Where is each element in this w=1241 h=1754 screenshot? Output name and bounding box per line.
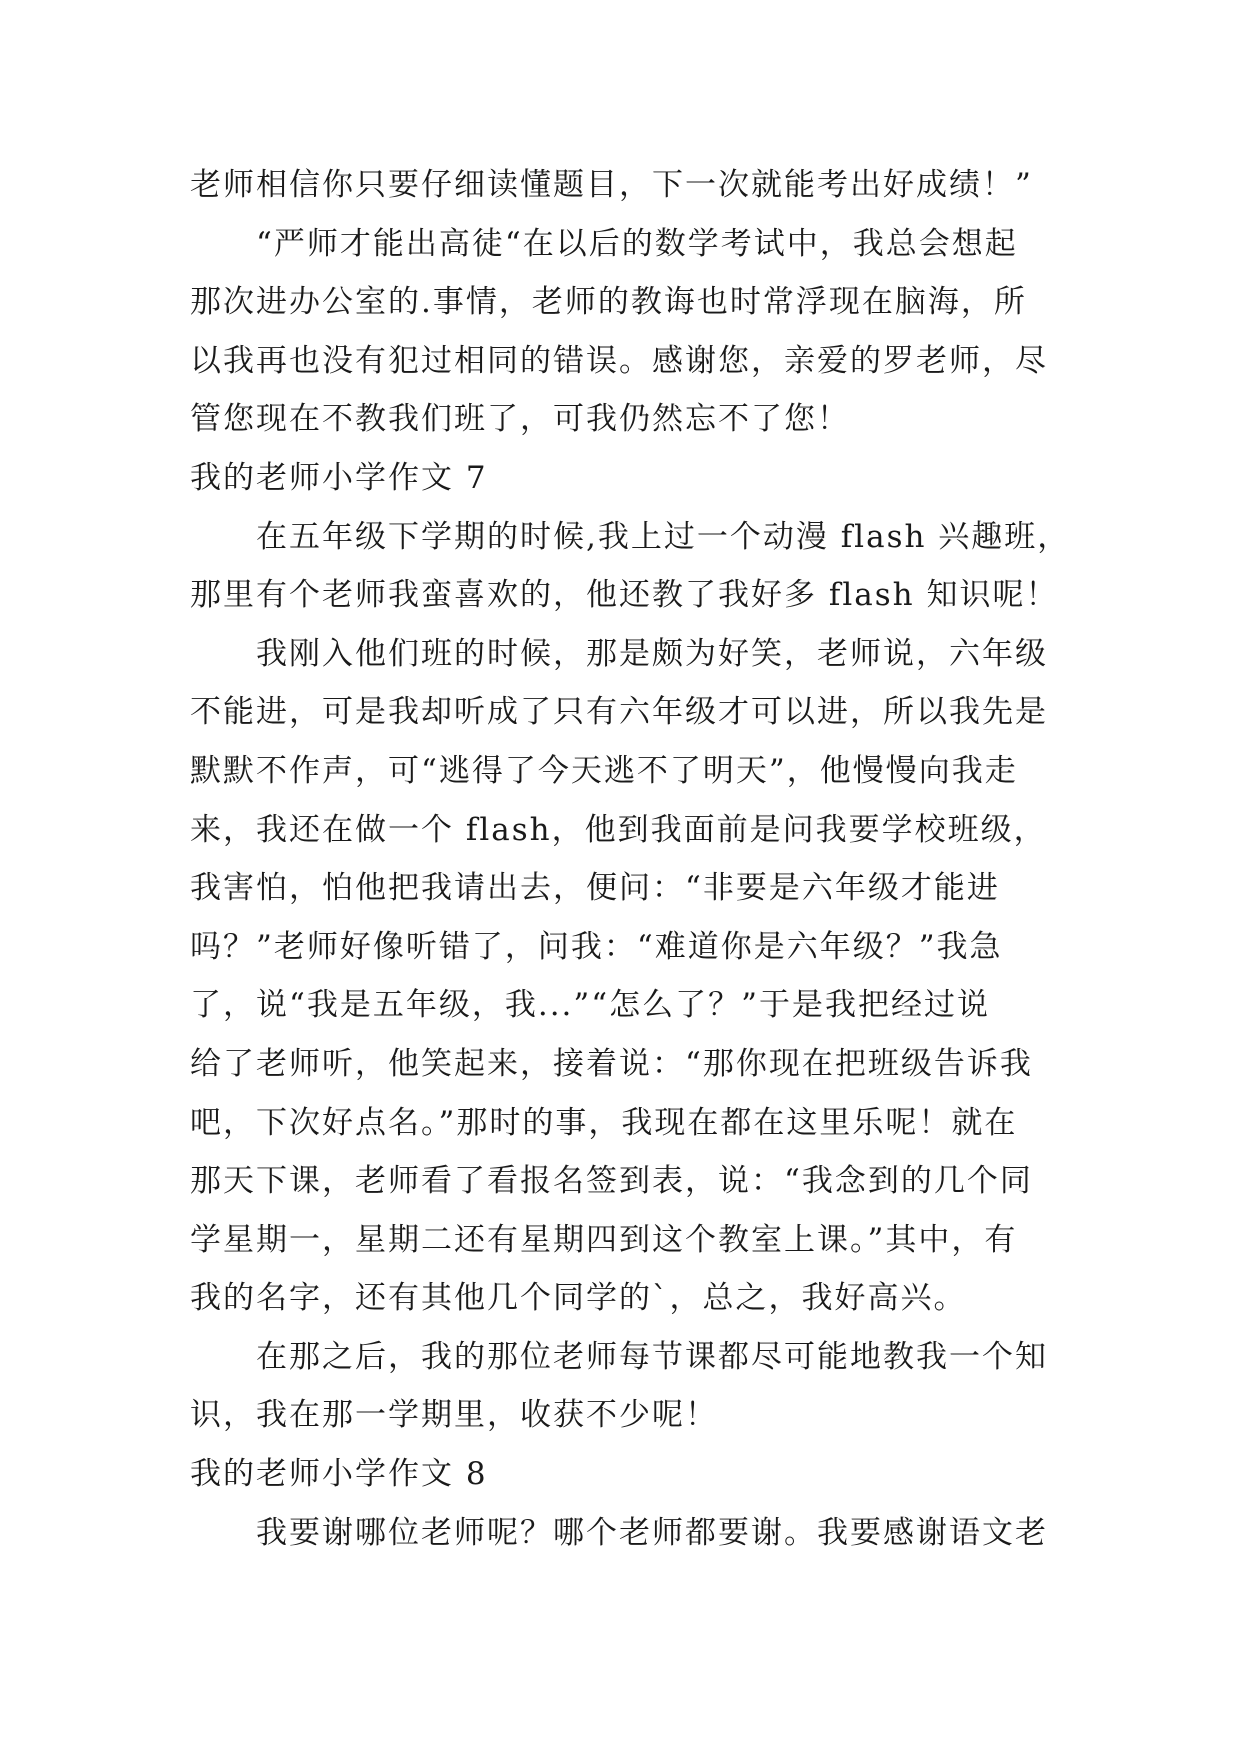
text-line: 我刚入他们班的时候，那是颇为好笑，老师说，六年级 [256, 635, 1048, 672]
section-heading: 我的老师小学作文 7 [190, 459, 488, 496]
text-line: 那次进办公室的.事情，老师的教诲也时常浮现在脑海，所 [190, 284, 1027, 321]
text-line: 我要谢哪位老师呢？哪个老师都要谢。我要感谢语文老 [256, 1514, 1048, 1551]
section-heading: 我的老师小学作文 8 [190, 1456, 488, 1493]
text-line: 那里有个老师我蛮喜欢的，他还教了我好多 flash 知识呢！ [190, 577, 1059, 614]
text-line: 老师相信你只要仔细读懂题目，下一次就能考出好成绩！” [190, 167, 1033, 203]
text-line: 默默不作声，可“逃得了今天逃不了明天”，他慢慢向我走 [190, 752, 1018, 789]
text-line: 我害怕，怕他把我请出去，便问：“非要是六年级才能进 [190, 870, 1000, 907]
text-line: 在那之后，我的那位老师每节课都尽可能地教我一个知 [256, 1338, 1048, 1375]
document-body [190, 156, 1071, 1562]
text-line: 那天下课，老师看了看报名签到表，说：“我念到的几个同 [190, 1163, 1033, 1200]
text-line: 以我再也没有犯过相同的错误。感谢您，亲爱的罗老师，尽 [190, 342, 1048, 379]
text-line: 在五年级下学期的时候,我上过一个动漫 flash 兴趣班， [256, 518, 1071, 555]
text-line: 来，我还在做一个 flash，他到我面前是问我要学校班级， [190, 811, 1047, 848]
text-line: 吗？”老师好像听错了，问我：“难道你是六年级？”我急 [190, 928, 1003, 965]
text-line: 识，我在那一学期里，收获不少呢！ [190, 1397, 718, 1434]
text-line: 学星期一，星期二还有星期四到这个教室上课。”其中，有 [190, 1221, 1018, 1258]
text-line: 不能进，可是我却听成了只有六年级才可以进，所以我先是 [190, 694, 1048, 731]
text-line: 给了老师听，他笑起来，接着说：“那你现在把班级告诉我 [190, 1045, 1033, 1082]
text-line: 吧，下次好点名。”那时的事，我现在都在这里乐呢！就在 [190, 1104, 1018, 1141]
text-line: 了，说“我是五年级，我...”“怎么了？”于是我把经过说 [190, 987, 990, 1024]
text-line: 管您现在不教我们班了，可我仍然忘不了您！ [190, 401, 850, 438]
text-line: “严师才能出高徒“在以后的数学考试中，我总会想起 [256, 225, 1018, 262]
text-line: 我的名字，还有其他几个同学的`，总之，我好高兴。 [190, 1280, 967, 1317]
